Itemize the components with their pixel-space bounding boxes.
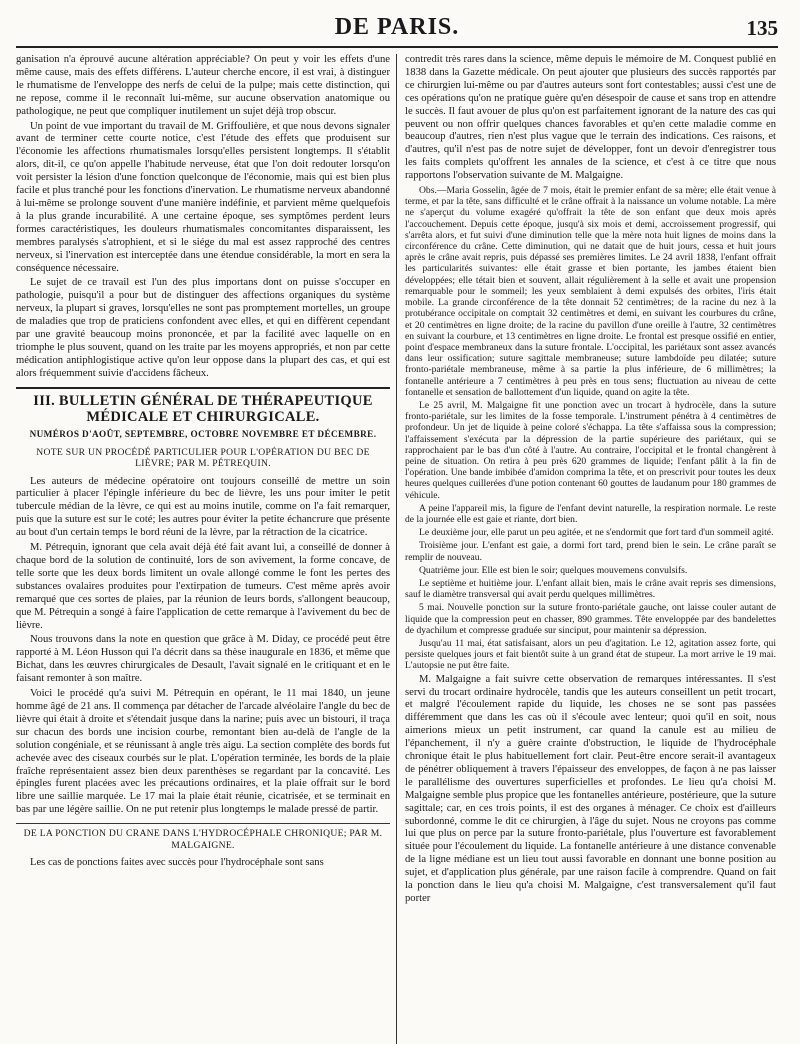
observation-paragraph: Troisième jour. L'enfant est gaie, a dormi fort tard, prend bien le sein. Le crâne paraît se remplir de nouveau. <box>405 540 776 563</box>
page-number: 135 <box>746 16 778 40</box>
paragraph: ganisation n'a éprouvé aucune altération appréciable? On peut y voir les effets d'une même cause, mais des effets différens. L'auteur cherche encore, il est vrai, à distinguer le rhumatisme de l'enveloppe des nerfs de celui de la pulpe; mais cette distinction, qui ne repose, comme il le reconnaît lui-même, sur aucune observation anatomique ou pathologique, ne peut que compliquer inutilement un sujet déjà trop obscur. <box>16 54 390 117</box>
paragraph: M. Malgaigne a fait suivre cette observation de remarques intéressantes. Il s'est servi du trocart ordinaire hydrocèle, tandis que les auteurs conseillent un petit trocart, et malgré l'écoulement rapide du liquide, les choses ne se sont pas passées différemment que dans les cas où il s'écoule avec lenteur; quoi qu'il en soit, nous aimerions mieux un petit instrument, car quand la canule est au milieu de l'épanchement, il n'y a guère crainte d'obstruction, le liquide de l'hydrocéphale chronique était le plus habituellement fort clair. Peut-être encore serait-il avantageux de pénétrer obliquement à travers l'épaisseur des enveloppes, de façon à ne pas laisser le parallélisme des ouvertures superficielles et profondes. Le lieu qu'a choisi M. Malgaigne semble plus propice que les fontanelles antérieure, postérieure, que la suture sagittale; car, en ces trois points, il est des organes à ménager. Ce choix est d'ailleurs subordonné, comme le dit ce chirurgien, à l'âge du sujet. Nous ne croyons pas comme lui que plus on perce par la suture fronto-pariétale, plus l'ouverture est favorablement située pour l'écoulement du liquide. La fontanelle antérieure à une distance convenable de la ligne médiane est un lieu tout aussi favorable en donnant une bonne position au sujet, et d'application plus générale, par une raison facile à comprendre. Quand on fait la ponction dans le lieu qu'a choisi M. Malgaigne, c'est transversalement qu'il faut porter <box>405 673 776 904</box>
right-column <box>396 54 776 1044</box>
paragraph: M. Pétrequin, ignorant que cela avait déjà été fait avant lui, a conseillé de donner à chaque bord de la solution de continuité, lors de son avivement, la forme concave, de telle sorte que les deux bords limitent un ovale allongé comme le font les pertes des substances ovalaires produites pour l'extirpation de tumeurs. C'est même après avoir remarqué que ces sortes de plaies, par la réunion de leurs bords, s'allongent beaucoup, que M. Pétrequin a songé à faire l'application de cette remarque à l'avivement du bec de lièvre. <box>16 542 390 631</box>
paragraph: Le sujet de ce travail est l'un des plus importans dont on puisse s'occuper en pathologie, puisqu'il a pour but de distinguer des affections organiques du système nerveux, la plupart si graves, lorsqu'elles ne sont pas promptement mortelles, un groupe de maladies que trop de praticiens confondent avec elles, et qui en diffèrent cependant par une gravité beaucoup moins prononcée, et par la facilité avec laquelle on en triomphe le plus souvent, quand on les traite par les moyens appropriés, et non par cette médication antiphlogistique active qu'on leur oppose dans la plupart des cas, et qui est alors fréquemment suivie d'accidens fâcheux. <box>16 277 390 379</box>
paragraph: Voici le procédé qu'a suivi M. Pétrequin en opérant, le 11 mai 1840, un jeune homme âgé de 21 ans. Il commença par détacher de l'arcade alvéolaire l'angle du bec de lièvre qui était à droite et s'étendait jusque dans la narine; puis avec un bistouri, il traça sur chacun des bords une incision courbe, remontant bien au-delà de l'angle de la solution congéniale, et se réunissant à angle très aigu. La section complète des bords fut achevée avec des ciseaux courbés sur le plat. L'opération terminée, les bords de la plaie fraîche représentaient assez bien deux parenthèses se regardant par la concavité. Les épingles furent placées avec les précautions ordinaires, et la plaie offrait sur le bord libre une saillie marquée. Le 17 mai la plaie était réunie, cicatrisée, et se terminait en bas par une légère saillie. On ne put retenir plus longtemps le malade pressé de partir. <box>16 688 390 816</box>
section-title: III. BULLETIN GÉNÉRAL DE THÉRAPEUTIQUE MÉDICALE ET CHIRURGICALE. <box>16 387 390 425</box>
observation-paragraph: Le septième et huitième jour. L'enfant allait bien, mais le crâne avait repris ses dimensions, sauf le diamètre transversal qui avait perdu quelques millimètres. <box>405 577 776 601</box>
article-title: NOTE SUR UN PROCÉDÉ PARTICULIER POUR L'OPÉRATION DU BEC DE LIÈVRE; PAR M. PÉTREQUIN. <box>36 446 370 470</box>
observation-paragraph: Obs.—Maria Gosselin, âgée de 7 mois, était le premier enfant de sa mère; elle était venue à terme, et par la tête, sans difficulté et le crâne offrait à la naissance un volume notable. La mère ne s'aperçut du volume exagéré qu'offrait la tête de son enfant que deux mois après l'accouchement. Depuis cette époque, jusqu'à six mois et demi, accroissement progressif, qui s'arrêta alors, et fut suivi d'une diminution telle que la mère nota huit lignes de moins dans la circonférence du crâne. Cette diminution, qui ne datait que de huit jours, cessa et huit jours après le crâne avait repris, puis dépassé ses premières limites. Le 24 avril 1838, l'enfant offrait les particularités suivantes: elle était grasse et bien portante, les jambes étaient bien développées; elle tétait bien et souvent, allait régulièrement à la selle et avait une propension remarquable pour le sommeil; les yeux semblaient à demi expulsés des orbites, l'iris était mobile. La grande circonférence de la tête donnait 52 centimètres; de la racine du nez à la protubérance occipitale on comptait 32 centimètres et demi, en suivant les courbures du crâne, et 20 centimètres en ligne droite; de la racine du pavillon d'une oreille à l'autre, 32 centimètres en suivant la courbure, et 13 centimètres en ligne droite. Le frontal est presque ossifié en entier, point d'espace membraneux dans la suture frontale. L'occipital, les pariétaux sont assez avancés dans leur ossification; suture sagittale membraneuse; suture lambdoïde peu dilatée; suture fronto-pariétale membraneuse, même à sa partie la plus inférieure, de 6 millimètres; la fontanelle antérieure a 7 centimètres à peu près en tous sens; fluctuation au niveau de cette fontanelle et sensation de ballottement d'un liquide, quand on agite la tête. <box>405 185 776 398</box>
paragraph: Un point de vue important du travail de M. Griffoulière, et que nous devons signaler avant de terminer cette courte notice, c'est l'étude des effets que produisent sur l'économie les affections rhumatismales lorsqu'elles persistent longtemps. Il s'établit alors, dit-il, ce qu'on appelle l'habitude nerveuse, état que l'on doit redouter lorsqu'on voit persister la lésion d'une fonction quelconque de l'économie, mais qui est bien plus facile et plus tranché pour les fonctions d'inervation. Le rhumatisme nerveux abandonné à lui-même se prolonge souvent d'une manière indéfinie, et parvient même quelquefois à la plus grande incurabilité. A une certaine époque, ses symptômes perdent leurs formes caractéristiques, les douleurs rhumatismales concomitantes disparaissent, les membres paralysés s'atrophient, et si le siége du mal est assez rapproché des centres nerveux, si l'inervation est interceptée dans une étendue considérable, la mort en sera la conséquence nécessaire. <box>16 120 390 274</box>
paragraph: Nous trouvons dans la note en question que grâce à M. Diday, ce procédé peut être rapporté à M. Léon Husson qui l'a décrit dans sa thèse inaugurale en 1836, et même que Bichat, dans les œuvres chirurgicales de Desault, l'avait signalé en le critiquant et en le faisant remonter à son maître. <box>16 634 390 685</box>
observation-paragraph: Le deuxième jour, elle parut un peu agitée, et ne s'endormit que fort tard d'un sommeil agité. <box>419 527 774 539</box>
left-column <box>16 54 396 1044</box>
page-header <box>16 14 778 48</box>
running-head: DE PARIS. <box>334 14 460 40</box>
article-title: DE LA PONCTION DU CRANE DANS L'HYDROCÉPHALE CHRONIQUE; PAR M. MALGAIGNE. <box>23 828 383 851</box>
observation-paragraph: Le 25 avril, M. Malgaigne fit une ponction avec un trocart à hydrocèle, dans la suture fronto-pariétale, sur les limites de la fosse temporale. L'instrument pénétra à 4 centimètres de profondeur. Un jet de liquide à peine coloré s'échappa. La tête s'affaissa sous la compression; l'affaissement s'exécuta par la dépression de la partie supérieure des pariétaux, qui se rapprochaient par le bas d'un côté à l'autre. Au contraire, l'occipital et le frontal changèrent à peine de situation. On retira à peu près 620 grammes de liquide; l'enfant pâlit à la fin de l'opération. Une bande imbibée d'amidon comprima la tête, et on prescrivit pour toutes les deux heures quelques cuillerées d'une potion contenant 60 gouttes de laudanum pour 180 grammes de véhicule. <box>405 399 776 501</box>
observation-paragraph: Jusqu'au 11 mai, état satisfaisant, alors un peu d'agitation. Le 12, agitation assez forte, qui persiste quelques jours et fait bientôt suite à un grand état de stupeur. La mort arrive le 19 mai. L'autopsie ne put être faite. <box>405 637 776 672</box>
divider <box>16 823 390 824</box>
observation-paragraph: 5 mai. Nouvelle ponction sur la suture fronto-pariétale gauche, ont laisse couler autant de liquide que la compression peut en chasser, 890 grammes. Tête enveloppée par des bandelettes de dyachilum et compresse graduée sur sinciput, pour maintenir sa dépression. <box>405 602 776 636</box>
observation-paragraph: Quatrième jour. Elle est bien le soir; quelques mouvemens convulsifs. <box>419 564 688 576</box>
paragraph: Les auteurs de médecine opératoire ont toujours conseillé de mettre un soin particulier à placer l'épingle inférieure du bec de lièvre, les uns pour imiter le petit tubercule médian de la lèvre, ce qui est au moins inutile, comme on l'a fait remarquer, puis que la suture est sur le coté; les autres pour éviter la petite échancrure que présente au bout d'un certain temps le bord réuni de la lèvre, par la rétraction de la cicatrice. <box>16 475 390 539</box>
observation-paragraph: A peine l'appareil mis, la figure de l'enfant devint naturelle, la respiration normale. Le reste de la journée elle est gaie et riante, dort bien. <box>405 502 776 525</box>
paragraph: contredit très rares dans la science, même depuis le mémoire de M. Conquest publié en 1838 dans la Gazette médicale. On peut ajouter que plusieurs des succès rapportés par ce chirurgien lui-même ou par d'autres auteurs sont fort contestables; aussi c'est une de ces opérations qu'on ne pratique guère qu'en désespoir de cause et sans trop en attendre le succès. Il faut avouer de plus qu'on est parfaitement ignorant de la nature des cas qui peuvent ou non offrir quelques chances favorables et qu'en cette maladie comme en beaucoup d'autres, rien n'est plus vague que le terrain des indications. Ces raisons, et d'autres, qu'il n'est pas de notre sujet de développer, font un devoir d'enregistrer tous les faits complets qu'offrent les annales de la science, et c'est à ce titre que nous rapportons l'observation suivante de M. Malgaigne. <box>405 54 776 182</box>
two-column-body <box>16 54 778 1044</box>
paragraph: Les cas de ponctions faites avec succès pour l'hydrocéphale sont sans <box>30 857 324 869</box>
section-subtitle: NUMÉROS D'AOÛT, SEPTEMBRE, OCTOBRE NOVEMBRE ET DÉCEMBRE. <box>29 428 377 439</box>
